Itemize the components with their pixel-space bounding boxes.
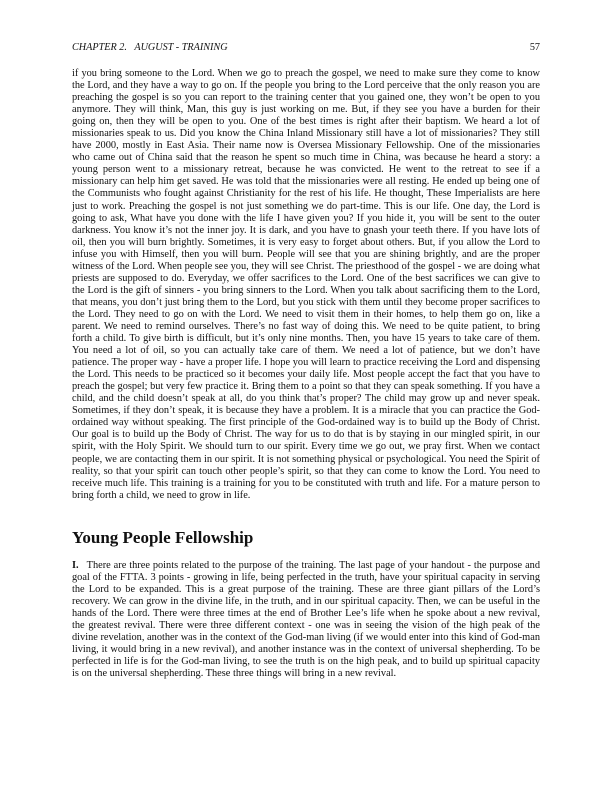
section-heading: Young People Fellowship bbox=[72, 528, 254, 547]
enum-label: I. bbox=[72, 560, 79, 571]
chapter-title: CHAPTER 2. AUGUST - TRAINING bbox=[72, 42, 228, 53]
enumerated-paragraph bbox=[72, 560, 540, 680]
body-paragraph: if you bring someone to the Lord. When we go to preach the gospel, we need to make sure they come to know the Lord, and they have a way to go on. If the people you bring to the Lord perceive that the only reason you are preaching the gospel is so you can report to the training center that you gained one, they won’t be open to you anymore. They will think, Man, this guy is just working on me. But, if they see you have a burden for their going on, then they will be open to you. One of the best times is right after their baptism. We heard a lot of missionaries speak to us. Did you know the China Inland Missionary still have a lot of missionaries? They still have 2000, mostly in East Asia. Their name now is Oversea Missionary Fellowship. One of the missionaries who came out of China said that the reason he spent so much time in China, was because he heard a story: a young person went to a missionary retreat, because he was convicted. He went to the retreat to see if a missionary can help him get saved. He was told that the missionaries were all resting. He ended up being one of the Communists who fought against Christianity for the rest of his life. He thought, These Imperialists are here just to work. Preaching the gospel is not just something we do part-time. This is our life. One day, the Lord is going to ask, What have you done with the life I have given you? If you hide it, you will be sent to the outer darkness. You know it’s not the inner joy. It is dark, and you have to gnash your teeth there. If you have lots of oil, then you will burn brightly. Sometimes, it is very easy to forget about others. But, if you allow the Lord to infuse you with Himself, then you will burn. People will see that you are shining brightly, and are the proper witness of the Lord. When people see you, they will see Christ. The priesthood of the gospel - we are doing what priests are supposed to do. Everyday, we offer sacrifices to the Lord. One of the best sacrifices we can give to the Lord is the gift of sinners - you bring sinners to the Lord. When you talk about sacrificing them to the Lord, that means, you don’t just bring them to the Lord, but you stick with them until they become proper sacrifices to the Lord. They need to go on with the Lord. We need to visit them in their homes, to help them go on, like a parent. We need to remind ourselves. There’s no fast way of doing this. We need to be quite patient, to bring forth a child. To give birth is difficult, but it’s only nine months. Then, you have 15 years to take care of them. You need a lot of oil, so you can actually take care of them. We need a lot of patience, but we don’t have patience. The proper way - have a proper life. I hope you will learn to practice receiving the Lord and dispensing the Lord. This needs to be practiced so it becomes your daily life. Most people accept the fact that you have to preach the gospel; but very few practice it. Bring them to a point so that they can speak something. If you have a child, and the child doesn’t speak at all, do you think that’s proper? The child may grow up and never speak. Sometimes, if they don’t speak, it is because they have a problem. It is a miracle that you can practice the God-ordained way without speaking. The first principle of the God-ordained way is to build up the Body of Christ. Our goal is to build up the Body of Christ. The way for us to do that is by staying in our mingled spirit, in our spirit, with the Holy Spirit. We should turn to our spirit. Every time we go out, we pray first. When we contact people, we are contacting them in our spirit. It is not something physical or psychological. You need the Spirit of reality, so that your spirit can touch other people’s spirit, so that they can come to know the Lord. You need to receive much life. This training is a training for you to be constituted with truth and life. For a mature person to bring forth a child, we need to grow in life. bbox=[72, 68, 540, 501]
running-header bbox=[72, 42, 540, 53]
page-number: 57 bbox=[529, 42, 540, 53]
paragraph-text: There are three points related to the purpose of the training. The last page of your handout - the purpose and goal of the FTTA. 3 points - growing in life, being perfected in the truth, have your spiritual capacity in serving the Lord to be expanded. This is a great purpose of the training. These are three giant pillars of the Lord’s recovery. We can grow in the divine life, in the truth, and in our spiritual capacity. Then, we can be useful in the hands of the Lord. There were three times at the end of Brother Lee’s life when he spoke about a new revival, the greatest revival. There were three different context - one was in seeing the vision of the high peak of the divine revelation, another was in the context of the God-man living (if we would enter into this kind of God-man living, it would bring in a new revival), and another instance was in the context of universal shepherding. To be perfected in life is for the God-man living, to see the truth is on the high peak, and to build up spiritual capacity is on the universal shepherding. These three things will bring in a new revival. bbox=[72, 560, 540, 680]
